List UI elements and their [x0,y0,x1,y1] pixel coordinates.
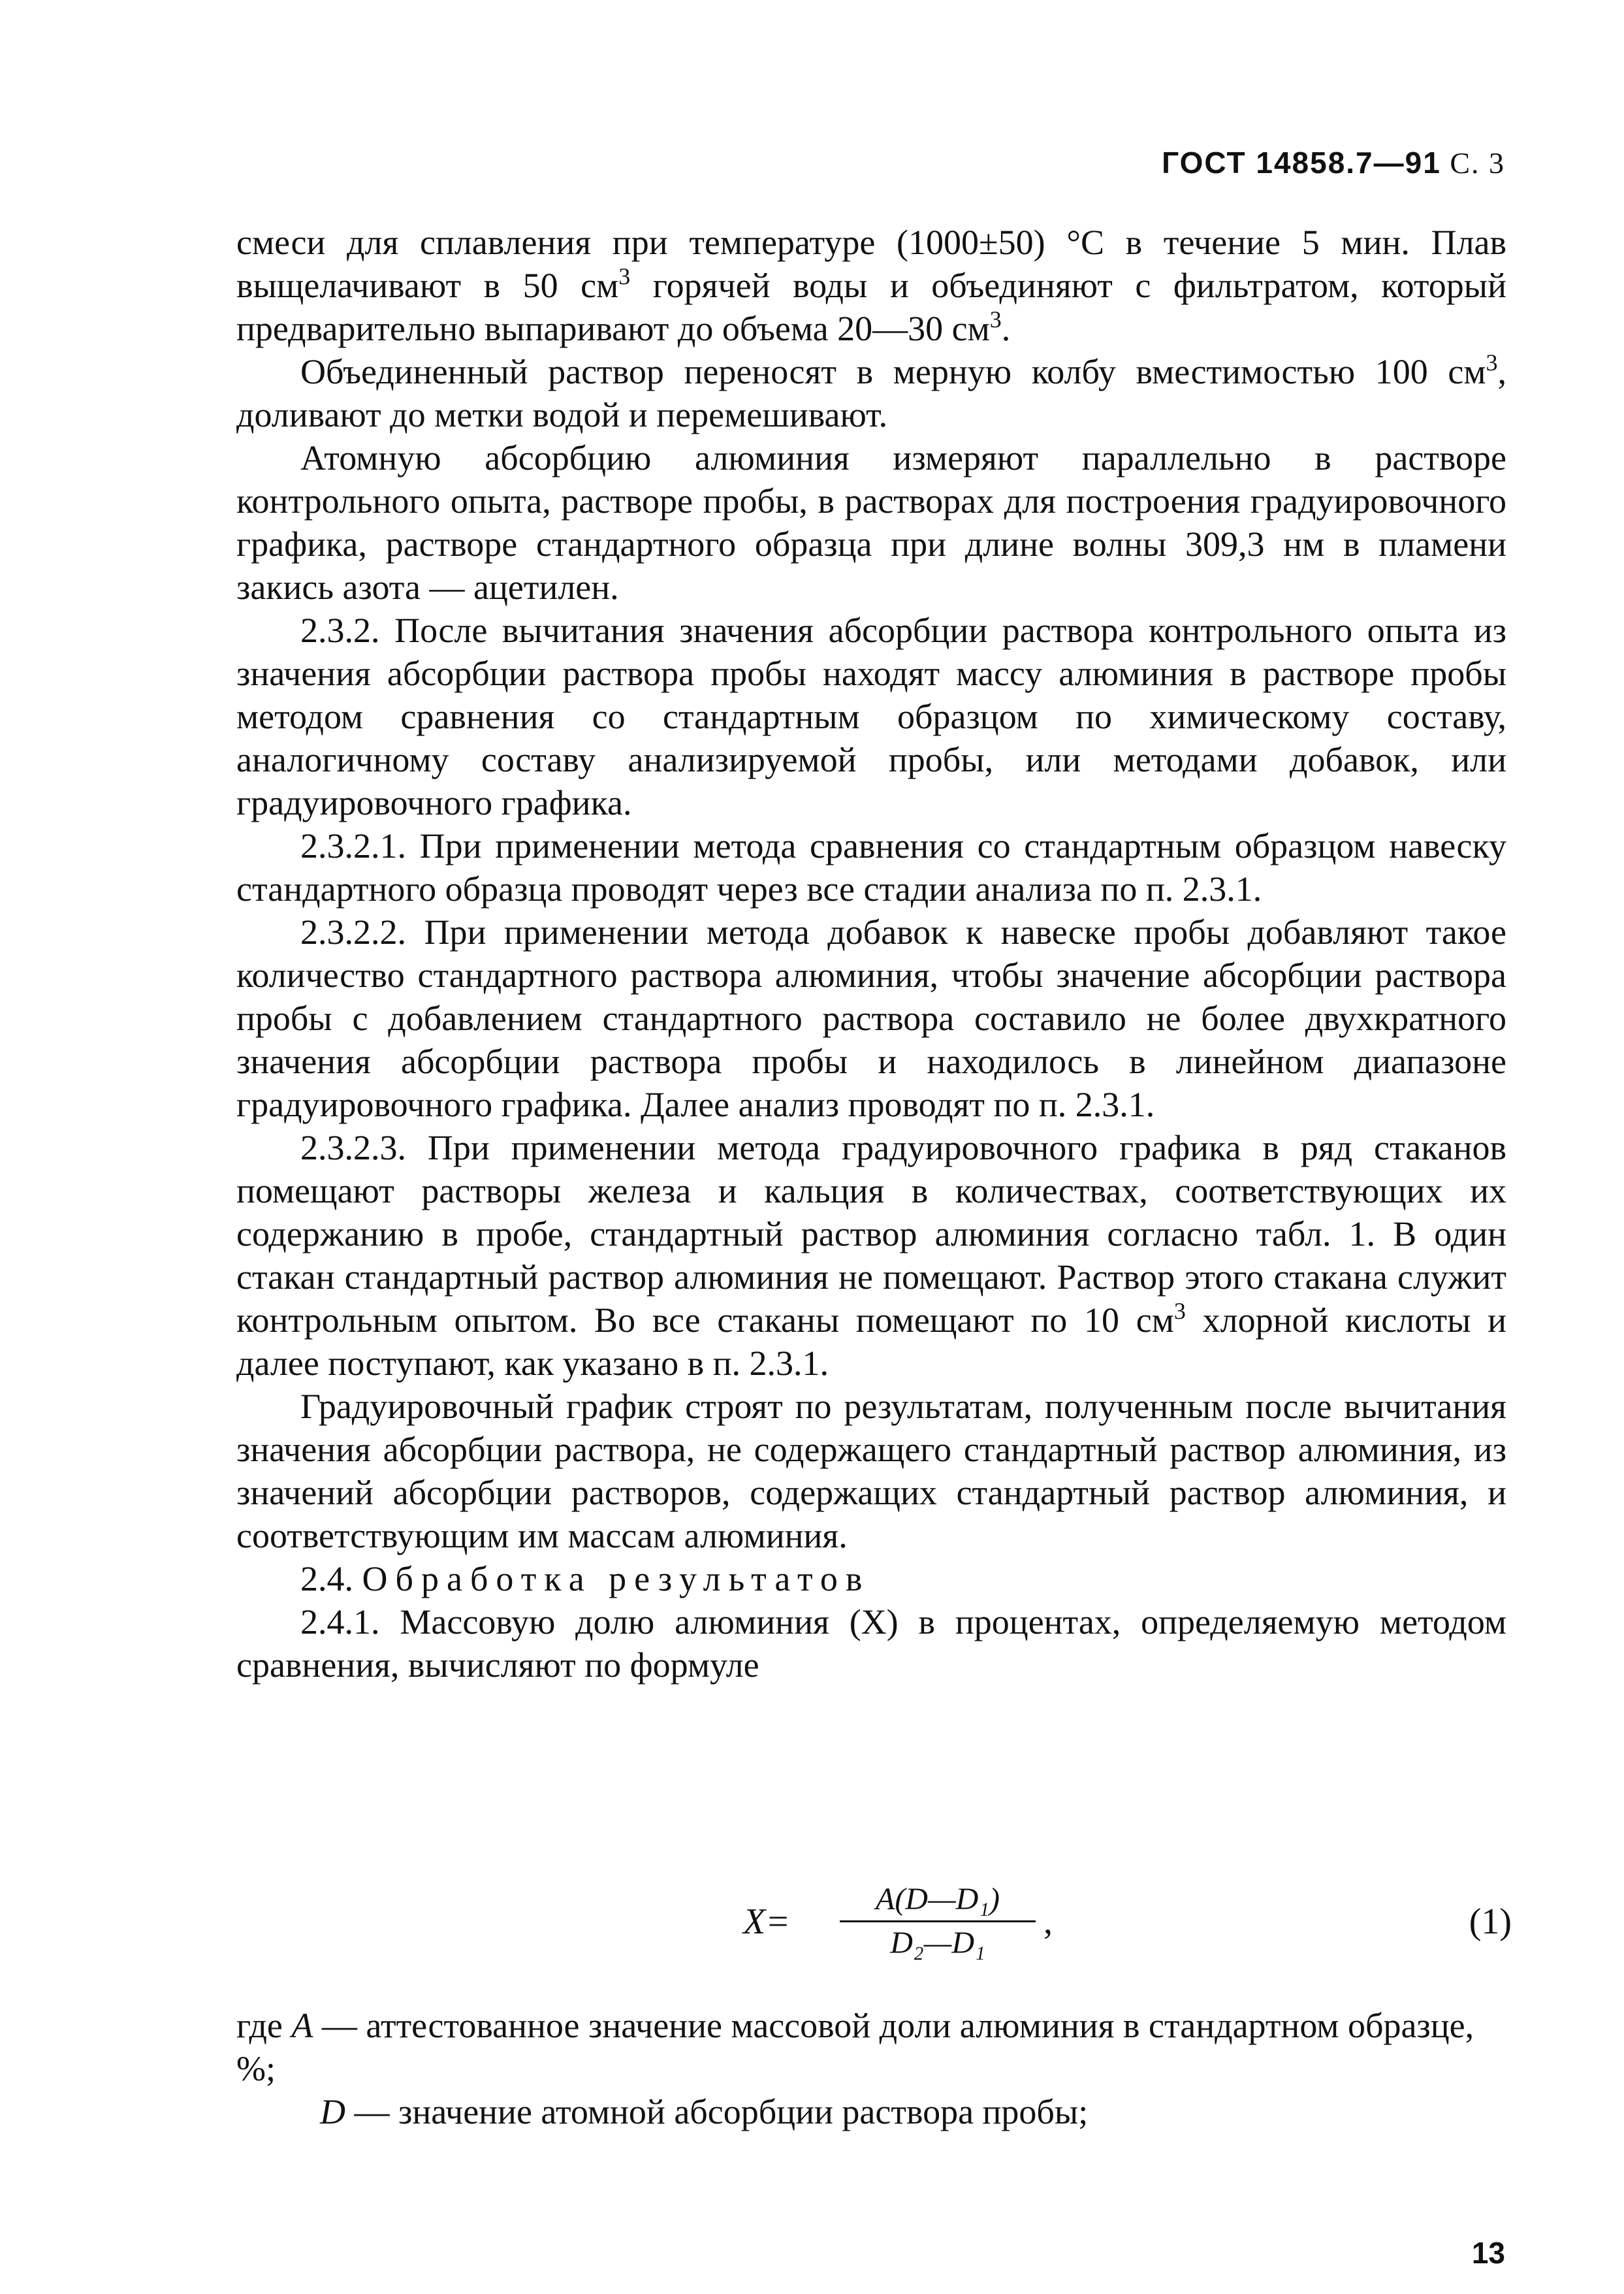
formula-numerator: A(D—D₁) [876,1882,1000,1916]
clause-2-4-1: 2.4.1. Массовую долю алюминия (X) в процентах, определяемую методом сравнения, вычисляют по формуле [236,1602,1506,1685]
clause-2-3-2-3: 2.3.2.3. При применении метода градуировочного графика в ряд стаканов помещают растворы железа и кальция в количествах, соответствующих их содержанию в пробе, стандартный раствор алюминия согласно табл. 1. В один стакан стандартный раствор алюминия не помещают. Раствор этого стакана служит контрольным опытом. Во все стаканы помещают по 10 $см^3$ хлорной кислоты и далее поступают, как указано в п. 2.3.1. [236,1128,1506,1383]
formula-1 [0,1875,1624,1973]
standard-code: ГОСТ 14858.7—91 [1162,146,1441,180]
clause-2-3-2-1: 2.3.2.1. При применении метода сравнения со стандартным образцом навеску стандартного образца проводят через все стадии анализа по п. 2.3.1. [236,826,1506,909]
legend-symbol: D [320,2092,345,2131]
formula-legend [236,2004,1506,2133]
legend-definition: аттестованное значение массовой доли алюминия в стандартном образце, %; [236,2006,1474,2088]
main-text [236,221,1506,1687]
legend-symbol: A [291,2006,313,2045]
paragraph: Градуировочный график строят по результатам, полученным после вычитания значения абсорбции раствора, не содержащего стандартный раствор алюминия, из значений абсорбции растворов, содержащих стандартный раствор алюминия, и соответствующим им массам алюминия. [236,1387,1506,1555]
page-number: 13 [1471,2236,1505,2270]
formula-comma: , [1043,1901,1053,1942]
formula-denominator: D₂—D₁ [890,1926,985,1960]
paragraph: Объединенный раствор переносят в мерную колбу вместимостью 100 $см^3$, доливают до метки водой и перемешивают. [236,349,1506,434]
paragraph: Атомную абсорбцию алюминия измеряют параллельно в растворе контрольного опыта, растворе пробы, в растворах для построения градуировочного графика, растворе стандартного образца при длине волны 309,3 нм в пламени закись азота — ацетилен. [236,438,1506,607]
section-heading: 2.4. Обработка результатов [300,1559,870,1598]
clause-2-3-2-2: 2.3.2.2. При применении метода добавок к навеске пробы добавляют такое количество стандартного раствора алюминия, чтобы значение абсорбции раствора пробы с добавлением стандартного раствора составило не более двухкратного значения абсорбции раствора пробы и находилось в линейном диапазоне градуировочного графика. Далее анализ проводят по п. 2.3.1. [236,913,1506,1124]
page-label: С. 3 [1450,146,1505,180]
equation-number: (1) [1469,1901,1512,1942]
legend-definition: значение атомной абсорбции раствора пробы; [398,2092,1089,2131]
page-header [1162,145,1505,180]
legend-item-a: где A — аттестованное значение массовой доли алюминия в стандартном образце, %; [236,2006,1474,2088]
clause-2-3-2: 2.3.2. После вычитания значения абсорбции раствора контрольного опыта из значения абсорбции раствора пробы находят массу алюминия в растворе пробы методом сравнения со стандартным образцом по химическому составу, аналогичному составу анализируемой пробы, или методами добавок, или градуировочного графика. [236,611,1506,822]
formula-lhs: X= [743,1901,790,1942]
formula-fraction [840,1880,1036,1963]
legend-item-d: D — значение атомной абсорбции раствора пробы; [320,2092,1089,2131]
fraction-bar [840,1920,1036,1922]
paragraph: смеси для сплавления при температуре (1000±50) °C в течение 5 мин. Плав выщелачивают в 50 $см^3$ горячей воды и объединяют с фильтратом, который предварительно выпаривают до объема 20—30 $см^3$. [236,223,1506,348]
